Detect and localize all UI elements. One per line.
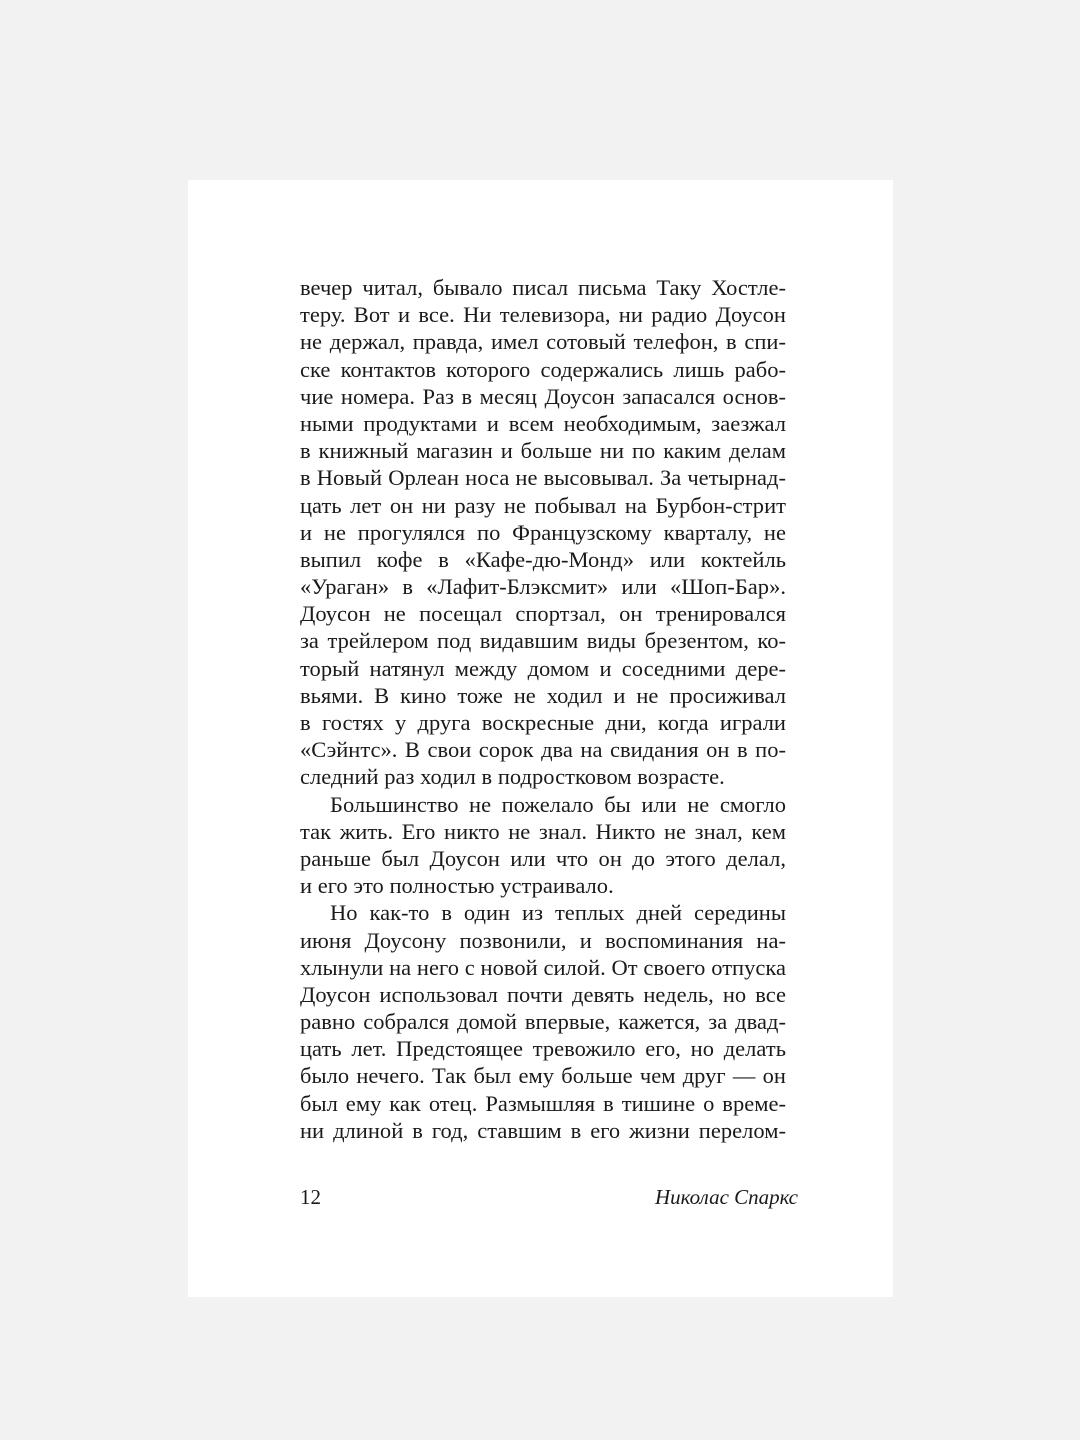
text-line: так жить. Его никто не знал. Никто не знал, кем	[300, 818, 786, 844]
text-line: хлынули на него с новой силой. От своего отпуска	[300, 954, 786, 980]
text-line: следний раз ходил в подростковом возрасте.	[300, 764, 725, 790]
running-footer-author: Николас Спаркс	[654, 1185, 798, 1209]
text-line: «Сэйнтс». В свои сорок два на свидания он в по-	[300, 737, 786, 763]
text-line: Большинство не пожелало бы или не смогло	[330, 791, 786, 817]
text-line: Но как-то в один из теплых дней середины	[330, 900, 786, 926]
page-number: 12	[300, 1185, 321, 1209]
text-line: и его это полностью устраивало.	[300, 873, 614, 899]
text-line: равно собрался домой впервые, кажется, за двад-	[300, 1009, 786, 1035]
text-line: вьями. В кино тоже не ходил и не просиживал	[300, 682, 786, 708]
text-line: в гостях у друга воскресные дни, когда играли	[300, 710, 786, 735]
text-line: и не прогулялся по Французскому кварталу, не	[300, 519, 786, 545]
text-line: цать лет он ни разу не побывал на Бурбон-стрит	[300, 492, 786, 518]
text-line: выпил кофе в «Кафе-дю-Монд» или коктейль	[300, 546, 786, 572]
book-page	[188, 180, 893, 1297]
text-line: Доусон не посещал спортзал, он тренировался	[300, 601, 786, 627]
text-line: был ему как отец. Размышляя в тишине о време-	[300, 1090, 786, 1116]
text-line: раньше был Доусон или что он до этого делал,	[300, 845, 786, 871]
text-line: в Новый Орлеан носа не высовывал. За четырнад-	[300, 465, 786, 491]
text-line: в книжный магазин и больше ни по каким делам	[300, 438, 786, 464]
text-line: было нечего. Так был ему больше чем друг — он	[300, 1063, 786, 1089]
text-line: цать лет. Предстоящее тревожило его, но делать	[300, 1036, 786, 1062]
text-line: «Ураган» в «Лафит-Блэксмит» или «Шоп-Бар».	[300, 574, 786, 600]
text-line: торый натянул между домом и соседними дере-	[300, 655, 786, 681]
text-line: не держал, правда, имел сотовый телефон, в спи-	[300, 329, 786, 355]
text-line: теру. Вот и все. Ни телевизора, ни радио Доусон	[300, 302, 786, 328]
text-line: ни длиной в год, ставшим в его жизни перелом-	[300, 1117, 786, 1143]
text-line: вечер читал, бывало писал письма Таку Хостле-	[300, 275, 786, 300]
text-line: чие номера. Раз в месяц Доусон запасался основ-	[300, 383, 786, 409]
text-line: ными продуктами и всем необходимым, заезжал	[300, 410, 786, 436]
page-footer	[300, 1183, 798, 1211]
text-line: июня Доусону позвонили, и воспоминания на-	[300, 927, 786, 953]
page-body-text	[300, 274, 786, 1144]
text-line: Доусон использовал почти девять недель, но все	[300, 981, 786, 1007]
text-line: за трейлером под видавшим виды брезентом, ко-	[300, 628, 786, 654]
text-line: ске контактов которого содержались лишь рабо-	[300, 356, 786, 382]
